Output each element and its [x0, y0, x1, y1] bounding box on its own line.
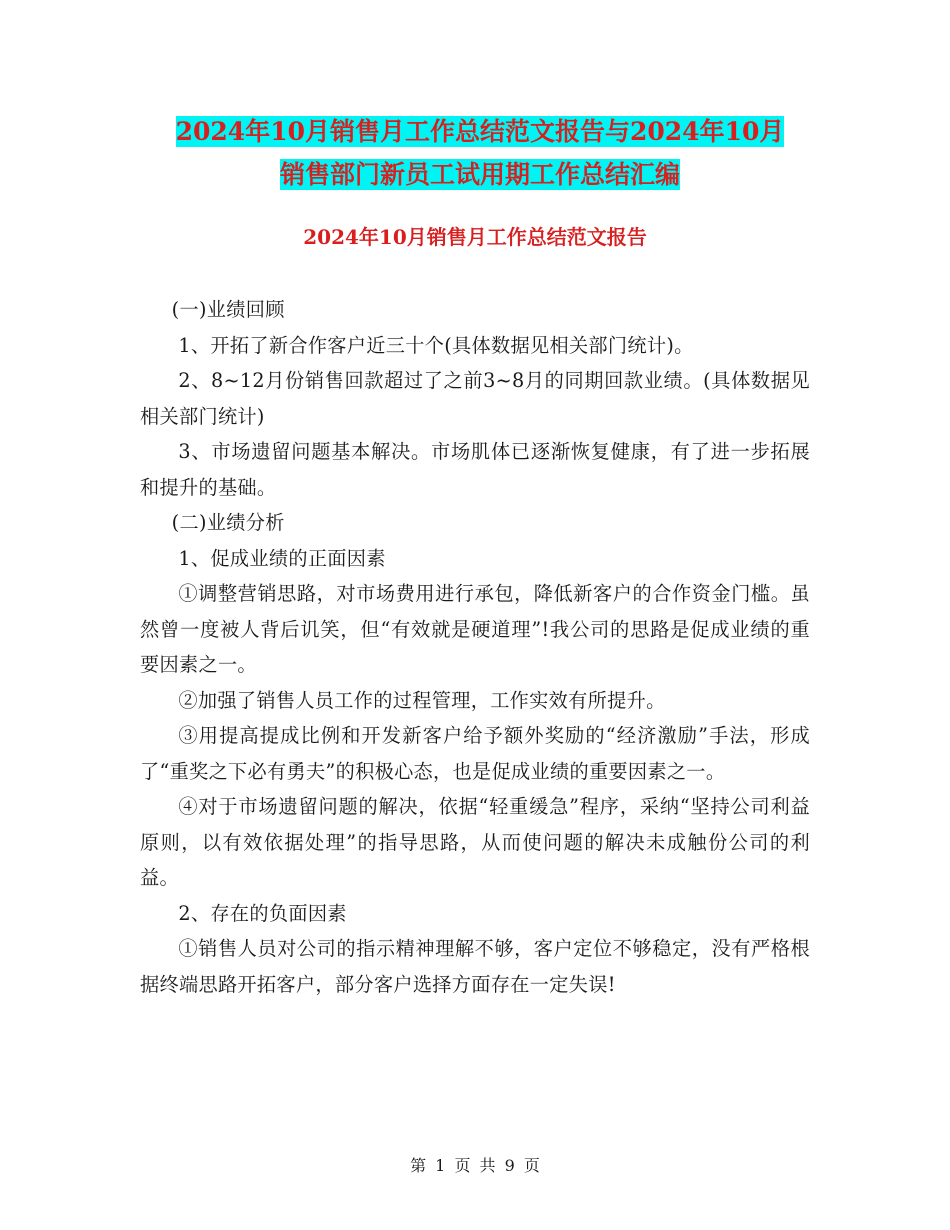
document-body: [140, 292, 810, 1002]
document-title-line2: 销售部门新员工试用期工作总结汇编: [279, 160, 680, 189]
paragraph: 1、开拓了新合作客户近三十个(具体数据见相关部门统计)。: [178, 333, 694, 357]
paragraph: (二)业绩分析: [171, 511, 285, 534]
section-title: 2024年10月销售月工作总结范文报告: [303, 225, 647, 249]
paragraph: ③用提高提成比例和开发新客户给予额外奖励的“经济激励”手法，形成了“重奖之下必有勇夫”的积极心态，也是促成业绩的重要因素之一。: [140, 724, 810, 783]
paragraph: 3、市场遗留问题基本解决。市场肌体已逐渐恢复健康，有了进一步拓展和提升的基础。: [140, 440, 810, 499]
paragraph: 2、存在的负面因素: [178, 901, 347, 925]
page-number-footer: 第 1 页 共 9 页: [410, 1156, 540, 1175]
paragraph: 1、促成业绩的正面因素: [178, 546, 386, 570]
paragraph: ②加强了销售人员工作的过程管理，工作实效有所提升。: [178, 688, 666, 712]
paragraph: (一)业绩回顾: [171, 298, 285, 321]
paragraph: 2、8~12月份销售回款超过了之前3~8月的同期回款业绩。(具体数据见相关部门统计): [140, 369, 810, 428]
document-title: [140, 110, 820, 196]
document-title-line1: 2024年10月销售月工作总结范文报告与2024年10月: [175, 117, 785, 146]
paragraph: ④对于市场遗留问题的解决，依据“轻重缓急”程序，采纳“坚持公司利益原则，以有效依据处理”的指导思路，从而使问题的解决未成触份公司的利益。: [140, 795, 810, 889]
paragraph: ①销售人员对公司的指示精神理解不够，客户定位不够稳定，没有严格根据终端思路开拓客户，部分客户选择方面存在一定失误!: [140, 937, 810, 996]
paragraph: ①调整营销思路，对市场费用进行承包，降低新客户的合作资金门槛。虽然曾一度被人背后讥笑，但“有效就是硬道理”!我公司的思路是促成业绩的重要因素之一。: [140, 582, 810, 676]
